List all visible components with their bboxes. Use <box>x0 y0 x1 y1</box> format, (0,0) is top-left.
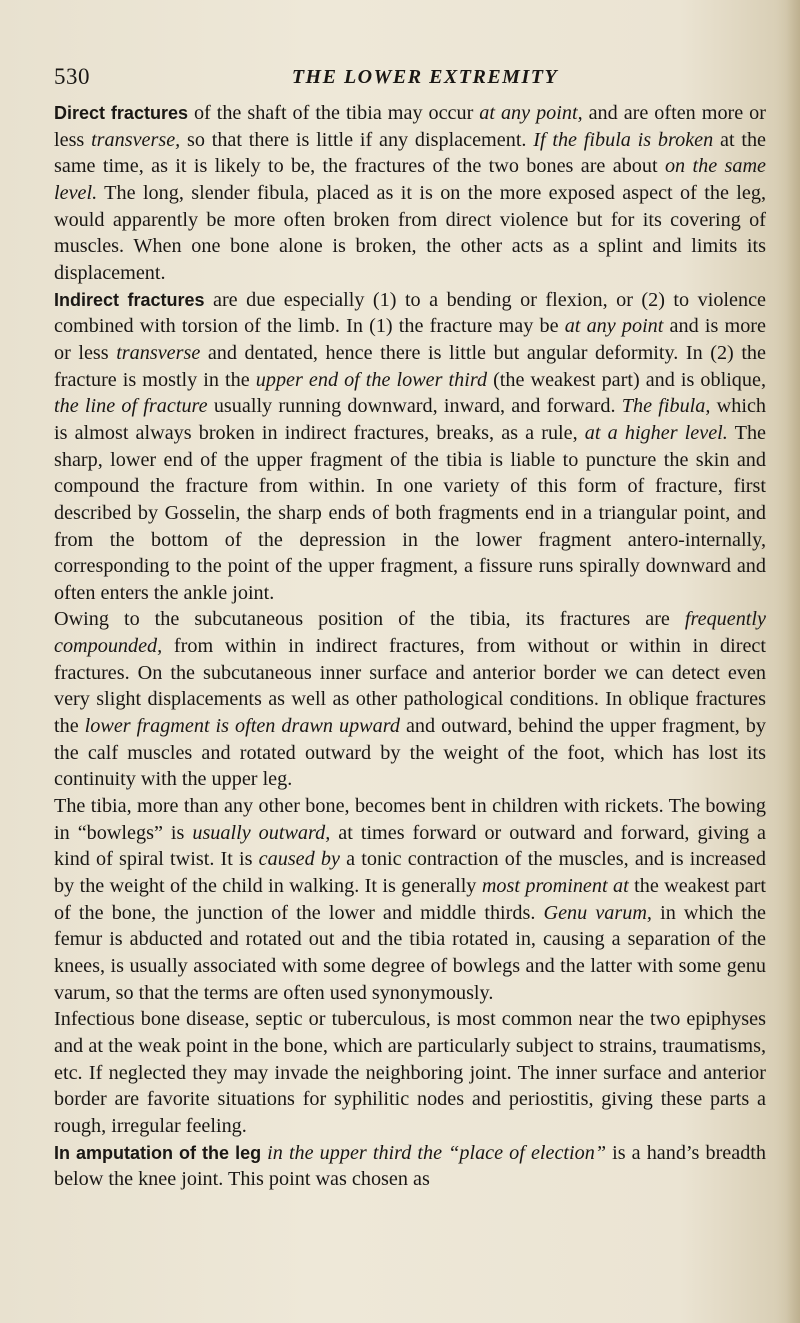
body-span: and are often more or less <box>54 102 766 151</box>
emphasis-text: transverse <box>116 341 201 364</box>
body-text <box>54 100 766 1193</box>
body-span: is a hand’s breadth below the knee joint. This point was chosen as <box>54 1141 767 1191</box>
page-edge-shadow <box>786 0 800 1323</box>
body-span: The sharp, lower end of the upper fragment of the tibia is liable to puncture the skin and compound the fracture from within. In one variety of this form of fracture, first described by Gosselin, the sharp ends of both fragments end in a triangular point, and from the bottom of the depression in the lower fragment antero-internally, corresponding to the point of the upper fragment, a fissure runs spirally downward and often enters the ankle joint. <box>54 421 766 604</box>
emphasis-text: at any point <box>564 315 664 338</box>
emphasis-text: lower fragment is often drawn upward <box>84 715 400 738</box>
emphasis-text: Genu varum, <box>543 901 652 924</box>
body-span: at times forward or outward and forward, giving a kind of spiral twist. It is <box>54 821 767 871</box>
paragraph-direct-fractures <box>54 100 766 287</box>
emphasis-text: If the fibula is broken <box>533 128 714 151</box>
paragraph-indirect-fractures <box>54 287 766 607</box>
lead-term: Indirect fractures <box>54 289 205 310</box>
emphasis-text: at any point, <box>479 102 583 124</box>
emphasis-text: transverse, <box>91 128 181 151</box>
emphasis-text: most prominent at <box>481 875 629 898</box>
lead-term: In amputation of the leg <box>54 1142 262 1163</box>
page-number: 530 <box>54 64 90 89</box>
emphasis-text: caused by <box>258 848 340 871</box>
paragraph-infectious-disease <box>54 1006 766 1139</box>
body-span: Owing to the subcutaneous position of the tibia, its fractures are <box>54 608 685 631</box>
emphasis-text: upper end of the lower third <box>255 368 488 391</box>
emphasis-text: usually outward, <box>192 821 331 844</box>
paragraph-compound-fractures <box>54 606 766 793</box>
emphasis-text: on the same level. <box>54 155 766 204</box>
paragraph-rickets-bowlegs <box>54 793 766 1006</box>
body-span: The long, slender fibula, placed as it is on the more exposed aspect of the leg, would apparently be more often broken from direct violence but for its covering of muscles. When one bone alone is broken, the other acts as a splint and limits its displacement. <box>54 181 766 284</box>
emphasis-text: frequently compounded, <box>54 608 766 658</box>
running-head: THE LOWER EXTREMITY <box>291 66 559 88</box>
body-span: and dentated, hence there is little but angular deformity. In (2) the fracture is mostly in the <box>54 341 766 391</box>
body-span: which is almost always broken in indirect fractures, breaks, as a rule, <box>54 395 766 444</box>
body-span: (the weakest part) and is oblique, <box>487 368 766 391</box>
body-span: and outward, behind the upper fragment, by the calf muscles and rotated outward by the weight of the foot, which has lost its continuity with the upper leg. <box>54 715 766 791</box>
body-span: in which the femur is abducted and rotated out and the tibia rotated in, causing a separation of the knees, is usually associated with some degree of bowlegs and the latter with some genu varum, so that the terms are often used synonymously. <box>54 901 767 1004</box>
body-span: Infectious bone disease, septic or tuberculous, is most common near the two epiphyses and at the weak point in the bone, which are particularly subject to strains, traumatisms, etc. If neglected they may invade the neighboring joint. The inner surface and anterior border are favorite situations for syphilitic nodes and periostitis, giving these parts a rough, irregular feeling. <box>54 1008 766 1137</box>
body-span: so that there is little if any displacement. <box>180 128 534 151</box>
body-span: a tonic contraction of the muscles, and is increased by the weight of the child in walking. It is generally <box>54 848 766 898</box>
body-span: of the shaft of the tibia may occur <box>187 102 480 124</box>
body-span: are due especially (1) to a bending or flexion, or (2) to violence combined with torsion of the limb. In (1) the fracture may be <box>54 288 766 338</box>
body-span: The tibia, more than any other bone, becomes bent in children with rickets. The bowing in “bowlegs” is <box>54 795 766 844</box>
emphasis-text: The fibula, <box>621 395 711 418</box>
emphasis-text: at a higher level. <box>584 421 728 444</box>
body-span: usually running downward, inward, and forward. <box>207 395 622 418</box>
emphasis-text: in the upper third the “place of election” <box>267 1141 607 1164</box>
body-span: the weakest part of the bone, the junction of the lower and middle thirds. <box>54 875 767 924</box>
paragraph-amputation <box>54 1140 766 1193</box>
body-span: at the same time, as it is likely to be, the fractures of the two bones are about <box>54 128 766 178</box>
body-span: and is more or less <box>54 315 766 364</box>
lead-term: Direct fractures <box>54 103 188 123</box>
body-span: from within in indirect fractures, from without or within in direct fractures. On the subcutaneous inner surface and anterior border we can detect even very slight displacements as well as other pathological conditions. In oblique fractures the <box>54 635 766 738</box>
page-header <box>54 62 766 92</box>
emphasis-text: the line of fracture <box>54 395 208 418</box>
